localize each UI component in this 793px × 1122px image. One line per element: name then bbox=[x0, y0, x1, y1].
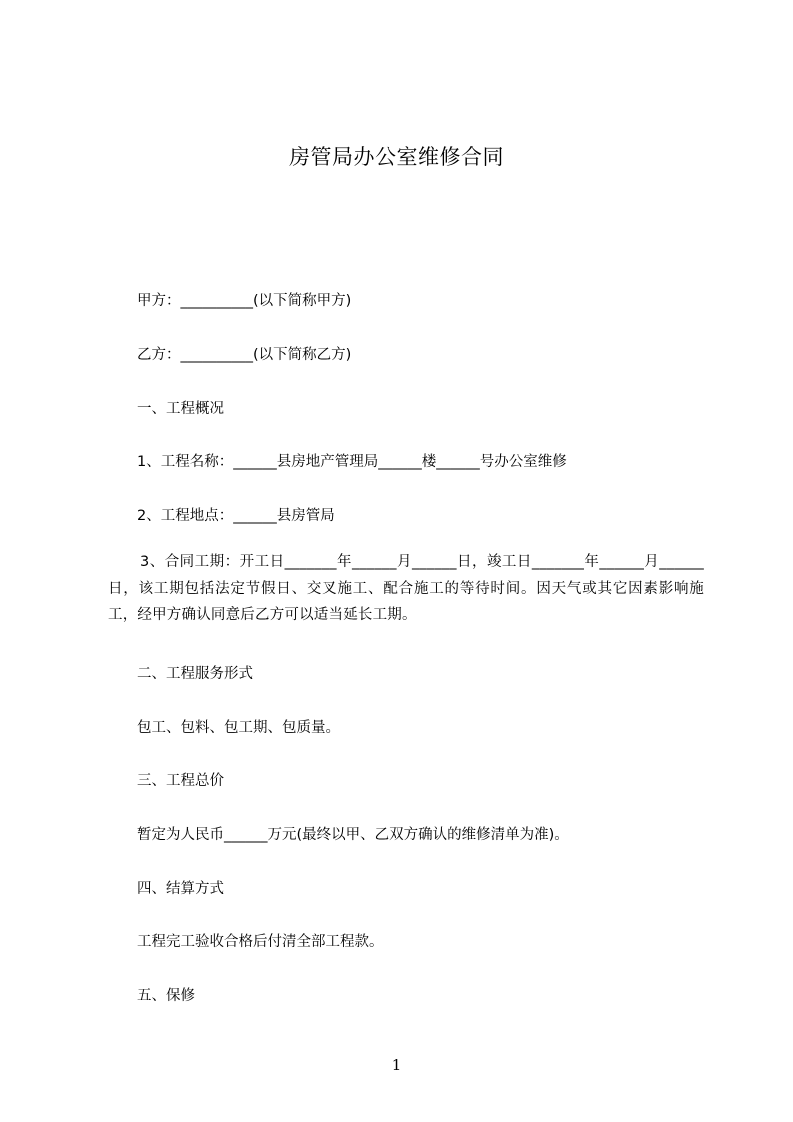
page-number: 1 bbox=[391, 1056, 402, 1074]
project-name-line: 1、工程名称：______县房地产管理局______楼______号办公室维修 bbox=[137, 454, 567, 470]
settlement-text: 工程完工验收合格后付清全部工程款。 bbox=[137, 934, 384, 950]
project-location-line: 2、工程地点：______县房管局 bbox=[137, 508, 335, 524]
service-form-text: 包工、包料、包工期、包质量。 bbox=[137, 720, 340, 736]
section-heading-service-form: 二、工程服务形式 bbox=[137, 666, 253, 682]
section-heading-total-price: 三、工程总价 bbox=[137, 773, 224, 789]
section-heading-warranty: 五、保修 bbox=[137, 988, 195, 1004]
total-price-text: 暂定为人民币______万元(最终以甲、乙双方确认的维修清单为准)。 bbox=[137, 827, 569, 843]
party-a-line: 甲方：__________(以下简称甲方) bbox=[137, 293, 352, 309]
contract-period-paragraph: 3、合同工期：开工日_______年______月______日，竣工日_______年______月______日，该工期包括法定节假日、交叉施工、配合施工的等待时间。因天气或其它因素影响施工，经甲方确认同意后乙方可以适当延长工期。 bbox=[108, 554, 704, 623]
section-heading-project-overview: 一、工程概况 bbox=[137, 401, 224, 417]
section-heading-settlement: 四、结算方式 bbox=[137, 881, 224, 897]
party-b-line: 乙方：__________(以下简称乙方) bbox=[137, 347, 352, 363]
contract-title: 房管局办公室维修合同 bbox=[289, 145, 504, 169]
